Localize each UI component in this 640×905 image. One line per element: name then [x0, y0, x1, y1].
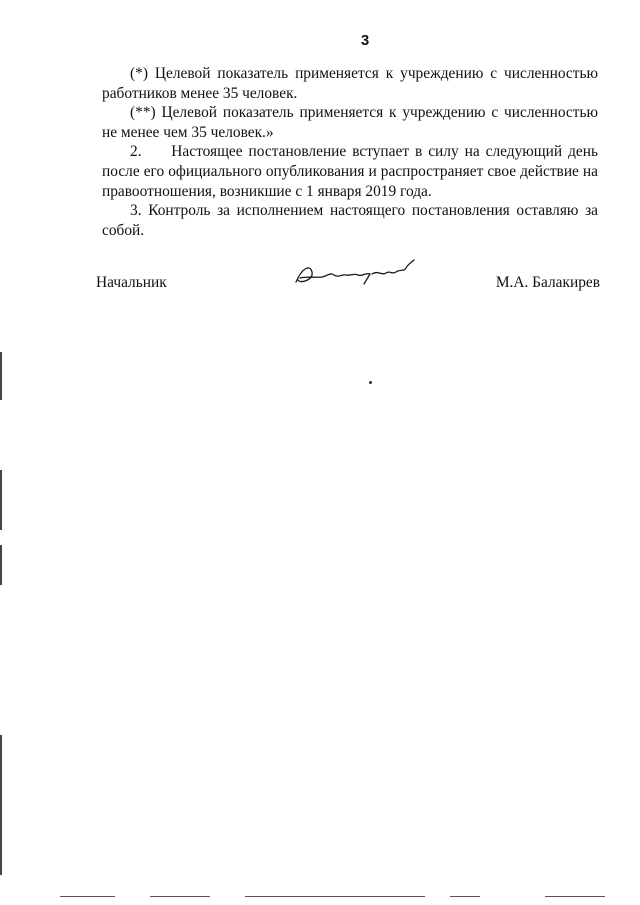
scan-edge-mark [0, 470, 2, 530]
scan-bottom-artifact [245, 896, 425, 897]
signatory-name: М.А. Балакирев [495, 274, 600, 291]
footnote-double-star: (**) Целевой показатель применяется к учреждению с численностью не менее чем 35 человек.» [102, 104, 598, 141]
clause-3: 3. Контроль за исполнением настоящего постановления оставляю за собой. [102, 202, 598, 239]
scan-bottom-artifact [150, 896, 210, 897]
scan-speck [369, 381, 372, 384]
scan-edge-mark [0, 545, 2, 585]
document-body [102, 64, 598, 240]
scan-edge-mark [0, 352, 2, 400]
handwritten-signature [292, 258, 418, 288]
scan-edge-mark [0, 735, 2, 875]
scan-bottom-artifact [545, 896, 605, 897]
scan-bottom-artifact [60, 896, 115, 897]
signatory-title: Начальник [96, 274, 167, 291]
page-number: 3 [360, 32, 370, 49]
clause-2: 2. Настоящее постановление вступает в силу на следующий день после его официального опубликования и распространяет свое действие на правоотношения, возникшие с 1 января 2019 года. [102, 143, 598, 200]
footnote-single-star: (*) Целевой показатель применяется к учреждению с численностью работников менее 35 человек. [102, 65, 598, 102]
signature-block [96, 274, 600, 298]
scan-bottom-artifact [450, 896, 480, 897]
